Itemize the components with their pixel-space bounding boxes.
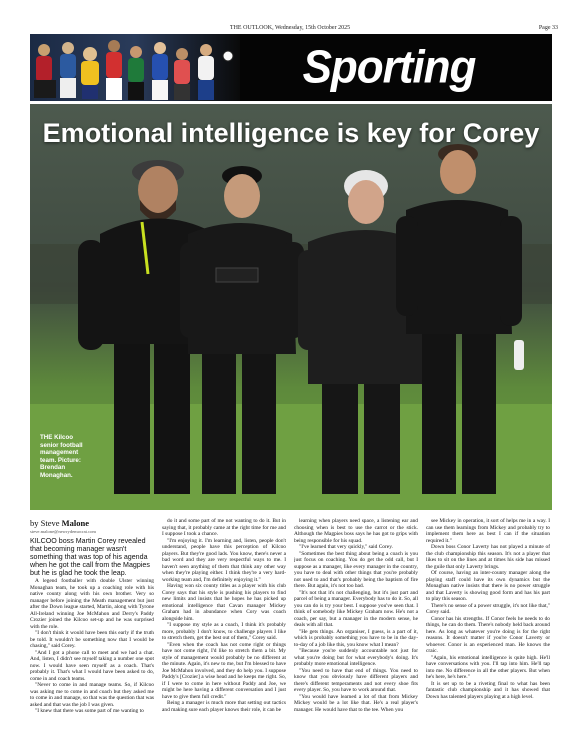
article-column-2 [162, 518, 286, 730]
management-team-photo [30, 104, 552, 510]
paragraph: Conor has his strengths. If Conor feels he needs to do things, he can do them. There's nobody held back around here. As long as whatever you're doing is for the right reasons. It doesn't matter if you're Conor Laverty or whoever. Conor is an experienced man. He knows the craic. [426, 615, 550, 654]
paragraph: "I suppose my style as a coach, I think it's probably more, probably I don't know, to challenge players I like to stretch them, get the best out of them," Corey said. [162, 622, 286, 641]
paragraph: "Never to come in and manage teams. So, if Kilcoo was asking me to come in and coach but they asked me to come in and manage, so that was the question that was asked and that was the job I was given. [30, 682, 154, 708]
section-banner [30, 34, 552, 101]
article-headline: Emotional intelligence is key for Corey [42, 118, 540, 148]
paragraph: "Sometimes the best thing about being a coach is you just focus on coaching. You do get the odd call, but I suppose as a manager, like every manager in the country, you have to deal with other things that you're probably not used to and that's probably being the baptism of fire there. But again, it's not too bad. [294, 550, 418, 589]
byline-prefix: by Steve [30, 518, 60, 528]
paragraph: Being a manager is much more that setting out tactics and making sure each player knows their role, it can be [162, 700, 286, 713]
article-photo [30, 104, 552, 510]
byline [30, 518, 154, 528]
page-number: Page 33 [538, 25, 558, 31]
paragraph: see Mickey in operation, it sort of helps me in a way. I can use them learnings from Mickey and probably try to implement them here as best I can if the situation required it." [426, 518, 550, 544]
masthead-date: THE OUTLOOK, Wednesday, 15th October 2025 [229, 25, 351, 31]
paragraph: Down boss Conor Laverty has not played a minute of the club championship this season. It's not a player that likes to sit on the lines and at times his side has missed the guile that only Laverty brings. [426, 544, 550, 570]
page-header [0, 0, 580, 34]
paragraph: "You would have learned a lot of that from Mickey Mickey would be a lot like that. He's a real player's manager. He would have that to the tee. When you [294, 693, 418, 713]
article-body [30, 518, 552, 730]
paragraph: There's no sense of a power struggle, it's not like that," Corey said. [426, 602, 550, 615]
paragraph: "And I got a phone call to meet and we had a chat. And, listen, I didn't see myself taking a number one spot now. I would have seen myself as a coach. That's probably it. That's what I would have been asked to do, come in and coach teams. [30, 649, 154, 682]
section-title: Sporting [302, 41, 476, 94]
paragraph: It is set up to be a riveting final to what has been fantastic club championship and it has showed that Down has talented players playing at a high level. [426, 680, 550, 700]
paragraph: Of course, having an inter-county manager along the playing staff could have its own dynamics but the Monaghan native insists that there is no power struggle and that Laverty is showing good form and has his part to play this season. [426, 570, 550, 602]
paragraph: "You need to have that end of things. You need to know that you obviously have different players and there's different temperaments and not every shoe fits every player. So, you have to work around that. [294, 667, 418, 693]
paragraph: do it and some part of me not wanting to do it. But in saying that, it probably came at the right time for me and I suppose I took a chance. [162, 518, 286, 537]
paragraph: A legend footballer with double Ulster winning Monaghan team, he took up a coaching role with his native county along with his own brother. Very so manager before joining the Meath management but just after the Down league started, Martin, along with Tyrone All-Ireland winning Joe McMahon and Derry's Paddy Crozier joined the Kilcoo set-up and he was surprised with the role. [30, 578, 154, 630]
paragraph: "Because you're suddenly accountable not just for what you're doing but for what everybody's doing. It's probably more emotional intelligence. [294, 648, 418, 667]
author-name: Malone [61, 518, 90, 528]
article-column-4 [426, 518, 550, 730]
article-intro: KILCOO boss Martin Corey revealed that becoming manager wasn't something that was top of his agenda when he got the call from the Magpies but he is glad he took the leap. [30, 537, 150, 578]
article-column-3 [294, 518, 418, 730]
paragraph: "I've learned that very quickly," said Corey. [299, 544, 393, 550]
paragraph: "I don't think it would have been this early if the truth be told. It wouldn't be something now that I would be chasing," said Corey. [30, 630, 154, 650]
athletes-collage-image [30, 34, 240, 101]
photo-caption: THE Kilcoo senior football management team. Picture: Brendan Monaghan. [40, 434, 83, 479]
paragraph: "He gets things. An organiser, I guess, is a part of it, which is probably something you have to be in the day-to-day of a job like this, you know what I mean? [294, 628, 418, 648]
paragraph: "I'm enjoying it. I'm learning and, listen, people don't understand, people have this perception of Kilcoo players. But they're good lads. You know, there's never a bad word and they are very respectful ways to me. I haven't seen anything of them that think any other way when they're playing either. I think they're a very hard-working team and, I'm definitely enjoying it." [162, 537, 286, 583]
paragraph: Having won six county titles as a player with his club Corey says that his style is pushing his players to find new limits and insists that he hopes he has picked up emotional intelligence that Cavan manager Mickey Graham had in abundance when Cory was coach alongside him. [162, 583, 286, 622]
article-column-1 [30, 518, 154, 730]
author-email[interactable]: steve.malone@newrydemocrat.com [30, 529, 96, 534]
paragraph: learning when players need space, a listening ear and choosing when is best to use the carrot or the stick. Although the Magpies boss says he has got to grips with being responsible for his squad. [294, 518, 418, 544]
paragraph: "Again, his emotional intelligence is quite high. He'll have conversations with you. I'll tap into him. He'll tap into me. No difference in all the other players. But when he's here, he's here." [426, 654, 550, 680]
paragraph: "Even when the coach has not come right or things have not come right, I'd like to stretch them a bit. My style of management would probably be no different at the minute. Again, it's new to me, but I'm blessed to have Joe McMahon involved, and they do help you. I suppose Paddy's [Crozier] a wise head and he keeps me right. So, if I were to come in here without Paddy and Joe, we might be here having a different conversation and I just have to give them full credit." [162, 641, 286, 700]
paragraph: "It's not that it's not challenging, but it's just part and parcel of being a manager. Everybody has to do it. So, all you can do is try your best. I suppose you've seen that. I think of somebody like Mickey Graham now. He's not a coach, per say, but a manager in the modern sense, he deals with all that. [294, 589, 418, 628]
paragraph: "I knew that there was some part of me wanting to [35, 708, 144, 715]
